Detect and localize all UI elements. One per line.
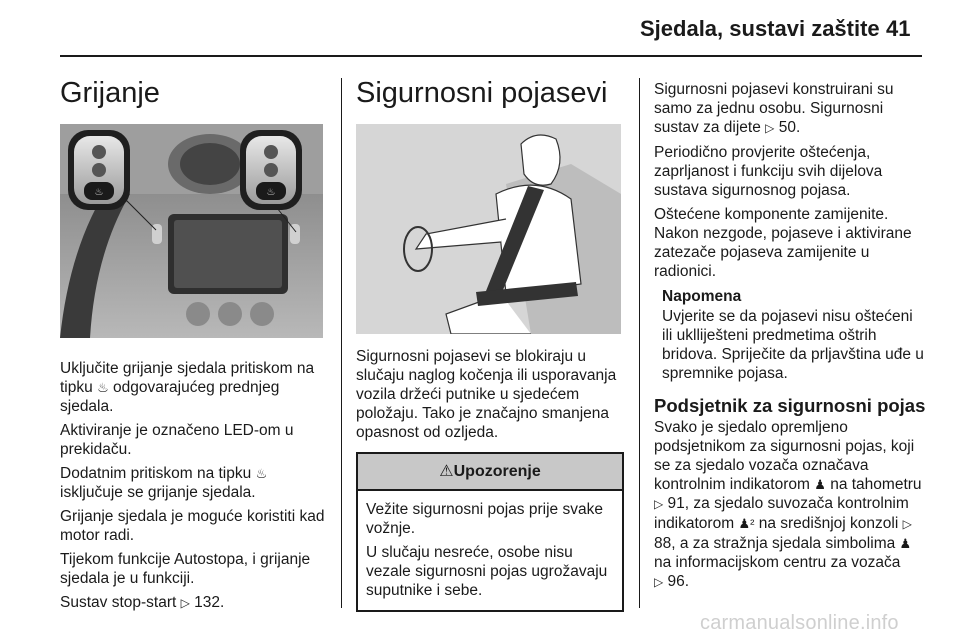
svg-text:♨: ♨	[94, 187, 104, 198]
text-fragment: Sigurnosni pojasevi konstruirani su samo za jednu osobu. Sigurnosni sustav za dijete	[654, 81, 894, 136]
dashboard-illustration	[60, 124, 323, 338]
page-reference-icon: ▷	[902, 517, 912, 531]
paragraph-reminder	[654, 418, 926, 592]
page-reference[interactable]: 132.	[194, 594, 225, 611]
page-reference-icon: ▷	[654, 497, 664, 511]
paragraph-replace-damaged: Oštećene komponente zamijenite. Nakon nezgode, pojaseve i aktivirane zatezače pojaseva zamijenite u radionici.	[654, 206, 912, 280]
warning-paragraph: U slučaju nesreće, osobe nisu vezale sigurnosni pojas ugrožavaju suputnike i sebe.	[366, 544, 608, 599]
subheading-seatbelt-reminder: Podsjetnik za sigurnosni pojas	[654, 395, 926, 416]
text-fragment: na informacijskom centru za vozača	[654, 554, 901, 571]
page-reference[interactable]: 50.	[778, 119, 801, 136]
warning-paragraph: Vežite sigurnosni pojas prije svake vožnje.	[366, 501, 603, 537]
driver-seatbelt-drawing	[356, 124, 621, 334]
paragraph-engine-running: Grijanje sjedala je moguće koristiti kad motor radi.	[60, 508, 325, 544]
section-heading-grijanje: Grijanje	[60, 77, 160, 109]
seat-heating-icon: ♨	[255, 466, 268, 481]
text-fragment: Sustav stop-start	[60, 594, 181, 611]
note-title: Napomena	[662, 288, 742, 305]
seatbelt-indicator-icon: ♟	[814, 477, 826, 492]
warning-title: Upozorenje	[453, 463, 541, 480]
page-number: 41	[886, 16, 911, 41]
text-fragment: 96.	[667, 573, 690, 590]
column-divider-left	[341, 78, 342, 608]
text-fragment: Svako je sjedalo opremljeno podsjetnikom za sigurnosni pojas, koji se za sjedalo vozača označava kontrolnim indikatorom	[654, 419, 915, 493]
seat-heating-icon: ♨	[97, 380, 109, 395]
passenger-seatbelt-indicator-icon: ♟²	[738, 516, 755, 531]
paragraph-autostop: Tijekom funkcije Autostopa, i grijanje sjedala je u funkciji.	[60, 551, 311, 587]
warning-header	[358, 454, 622, 491]
warning-body	[358, 491, 622, 610]
text-fragment: isključuje se grijanje sjedala.	[60, 484, 256, 501]
column-divider-right	[639, 78, 640, 608]
seatbelt-illustration	[356, 124, 621, 334]
warning-box	[356, 452, 624, 612]
text-fragment: 91, za sjedalo suvozača kontrolnim indikatorom	[654, 495, 909, 532]
page-reference-icon: ▷	[180, 596, 190, 610]
text-fragment: na tahometru	[825, 476, 922, 493]
right-column	[654, 80, 926, 597]
paragraph-led-indication: Aktiviranje je označeno LED-om u prekidaču.	[60, 422, 294, 458]
note-text: Uvjerite se da pojasevi nisu oštećeni ili uklliješteni predmetima oštrih bridova. Spriječite da prljavština uđe u spremnike pojasa.	[662, 308, 924, 382]
text-fragment: odgovarajućeg prednjeg sjedala.	[60, 379, 280, 415]
watermark: carmanualsonline.info	[700, 612, 899, 634]
paragraph-seat-heating-off	[60, 464, 326, 502]
running-header-title: Sjedala, sustavi zaštite	[640, 16, 880, 41]
paragraph-single-person	[654, 80, 926, 138]
paragraph-stop-start	[60, 593, 326, 613]
paragraph-seat-heating-on	[60, 359, 326, 416]
section-heading-pojasevi: Sigurnosni pojasevi	[356, 77, 608, 109]
warning-triangle-icon: ⚠	[439, 463, 454, 480]
text-fragment: 88, a za stražnja sjedala simbolima	[654, 535, 900, 552]
middle-column	[356, 70, 624, 612]
page-reference-icon: ▷	[765, 121, 775, 135]
text-fragment: Dodatnim pritiskom na tipku	[60, 465, 256, 482]
left-column	[60, 70, 326, 618]
paragraph-seatbelts-block: Sigurnosni pojasevi se blokiraju u slučaju naglog kočenja ili usporavanja vozila držeći putnike u sjedećem položaju. Tako je značajno smanjena opasnost od ozljeda.	[356, 348, 617, 441]
paragraph-periodic-check: Periodično provjerite oštećenja, zaprljanost i funkciju svih dijelova sustava sigurnosnog pojasa.	[654, 144, 883, 199]
rear-seatbelt-symbol-icon: ♟	[899, 536, 912, 551]
seat-heating-photo	[60, 124, 323, 338]
note-block	[654, 287, 926, 383]
svg-text:♨: ♨	[266, 187, 276, 198]
page-reference-icon: ▷	[654, 575, 664, 589]
header-rule	[60, 55, 922, 57]
text-fragment: na središnjoj konzoli	[754, 515, 903, 532]
text-fragment: Uključite grijanje sjedala pritiskom na tipku	[60, 360, 315, 396]
